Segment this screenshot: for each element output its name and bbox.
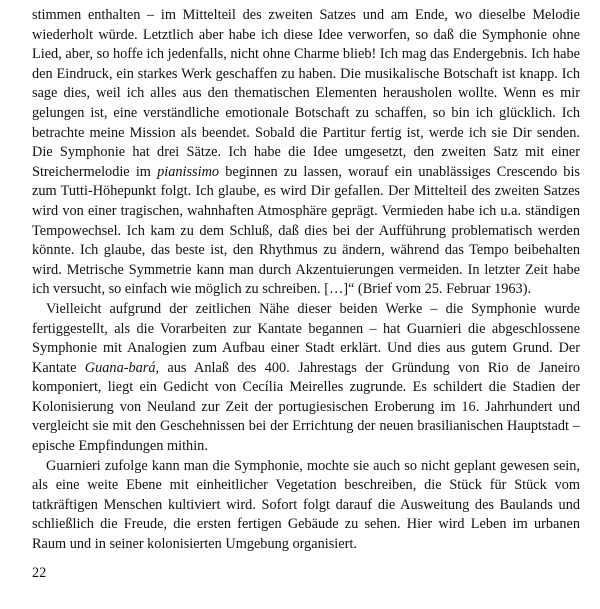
italic-title-guana-bara: Guana-bará bbox=[84, 359, 156, 376]
text-segment: Guarnieri zufolge kann man die Symphonie, mochte sie auch so nicht geplant gewesen sein, als eine weite Ebene mit einheitlicher Vegetation beschreiben, die Stück für Stück vom tatkräftigen Menschen kultiviert wird. Sofort folgt darauf die Ausweitung des Baulands und schließlich die Freude, die ersten fertigen Gebäude zu sehen. Hier wird Leben im urbanen Raum und in seiner kolonisierten Umgebung organisiert. bbox=[32, 457, 580, 553]
paragraph-symphony-description bbox=[32, 457, 580, 555]
italic-term-pianissimo: pianissimo bbox=[157, 163, 220, 180]
text-segment: Vielleicht aufgrund der zeitlichen Nähe dieser beiden Werke – die Symphonie wurde fertiggestellt, als die Vorarbeiten zur Kantate begannen – hat Guarnieri die abgeschlossene Symphonie mit Analogien zum Aufbau einer Stadt erklärt. Und dies aus gutem Grund. Der Kantate bbox=[32, 300, 580, 376]
document-body bbox=[32, 6, 580, 555]
text-segment: stimmen enthalten – im Mittelteil des zweiten Satzes und am Ende, wo dieselbe Melodie wiederholt würde. Letztlich aber habe ich diese Idee verworfen, so daß die Symphonie ohne Lied, aber, so hoffe ich jedenfalls, nicht ohne Charme blieb! Ich mag das Endergebnis. Ich habe den Eindruck, ein starkes Werk geschaffen zu haben. Die musikalische Botschaft ist knapp. Ich sage dies, weil ich alles aus den thematischen Elementen herausholen wollte. Wenn es mir gelungen ist, eine verständliche emotionale Botschaft zu schaffen, so bin ich glücklich. Ich betrachte meine Mission als beendet. Sobald die Partitur fertig ist, werde ich sie Dir senden. Die Symphonie hat drei Sätze. Ich habe die Idee umgesetzt, den zweiten Satz mit einer Streichermelodie im bbox=[32, 7, 580, 180]
paragraph-letter-quote bbox=[32, 6, 580, 300]
paragraph-cantata bbox=[32, 300, 580, 457]
page-number: 22 bbox=[32, 565, 47, 581]
text-segment: , aus Anlaß des 400. Jahrestags der Gründung von Rio de Janeiro komponiert, liegt ein Gedicht von Cecília Meirelles zugrunde. Es schildert die Stadien der Kolonisierung von Neuland zur Zeit der portugiesischen Eroberung im 16. Jahrhundert und vergleicht sie mit den Geschehnissen bei der Errichtung der neuen brasilianischen Hauptstadt – epische Empfindungen mithin. bbox=[32, 359, 580, 455]
text-segment: beginnen zu lassen, worauf ein unablässiges Crescendo bis zum Tutti-Höhepunkt folgt. Ich glaube, es wird Dir gefallen. Der Mittelteil des zweiten Satzes wird von einer tragischen, wahnhaften Atmosphäre geprägt. Vermieden habe ich u.a. ständigen Tempowechsel. Ich kam zu dem Schluß, daß dies bei der Aufführung problematisch werden könnte. Ich glaube, das beste ist, den Rhythmus zu ändern, während das Tempo beibehalten wird. Metrische Symmetrie kann man durch Akzentuierungen vermeiden. In letzter Zeit habe ich versucht, so einfach wie möglich zu schreiben. […]“ (Brief vom 25. Februar 1963). bbox=[32, 163, 580, 298]
